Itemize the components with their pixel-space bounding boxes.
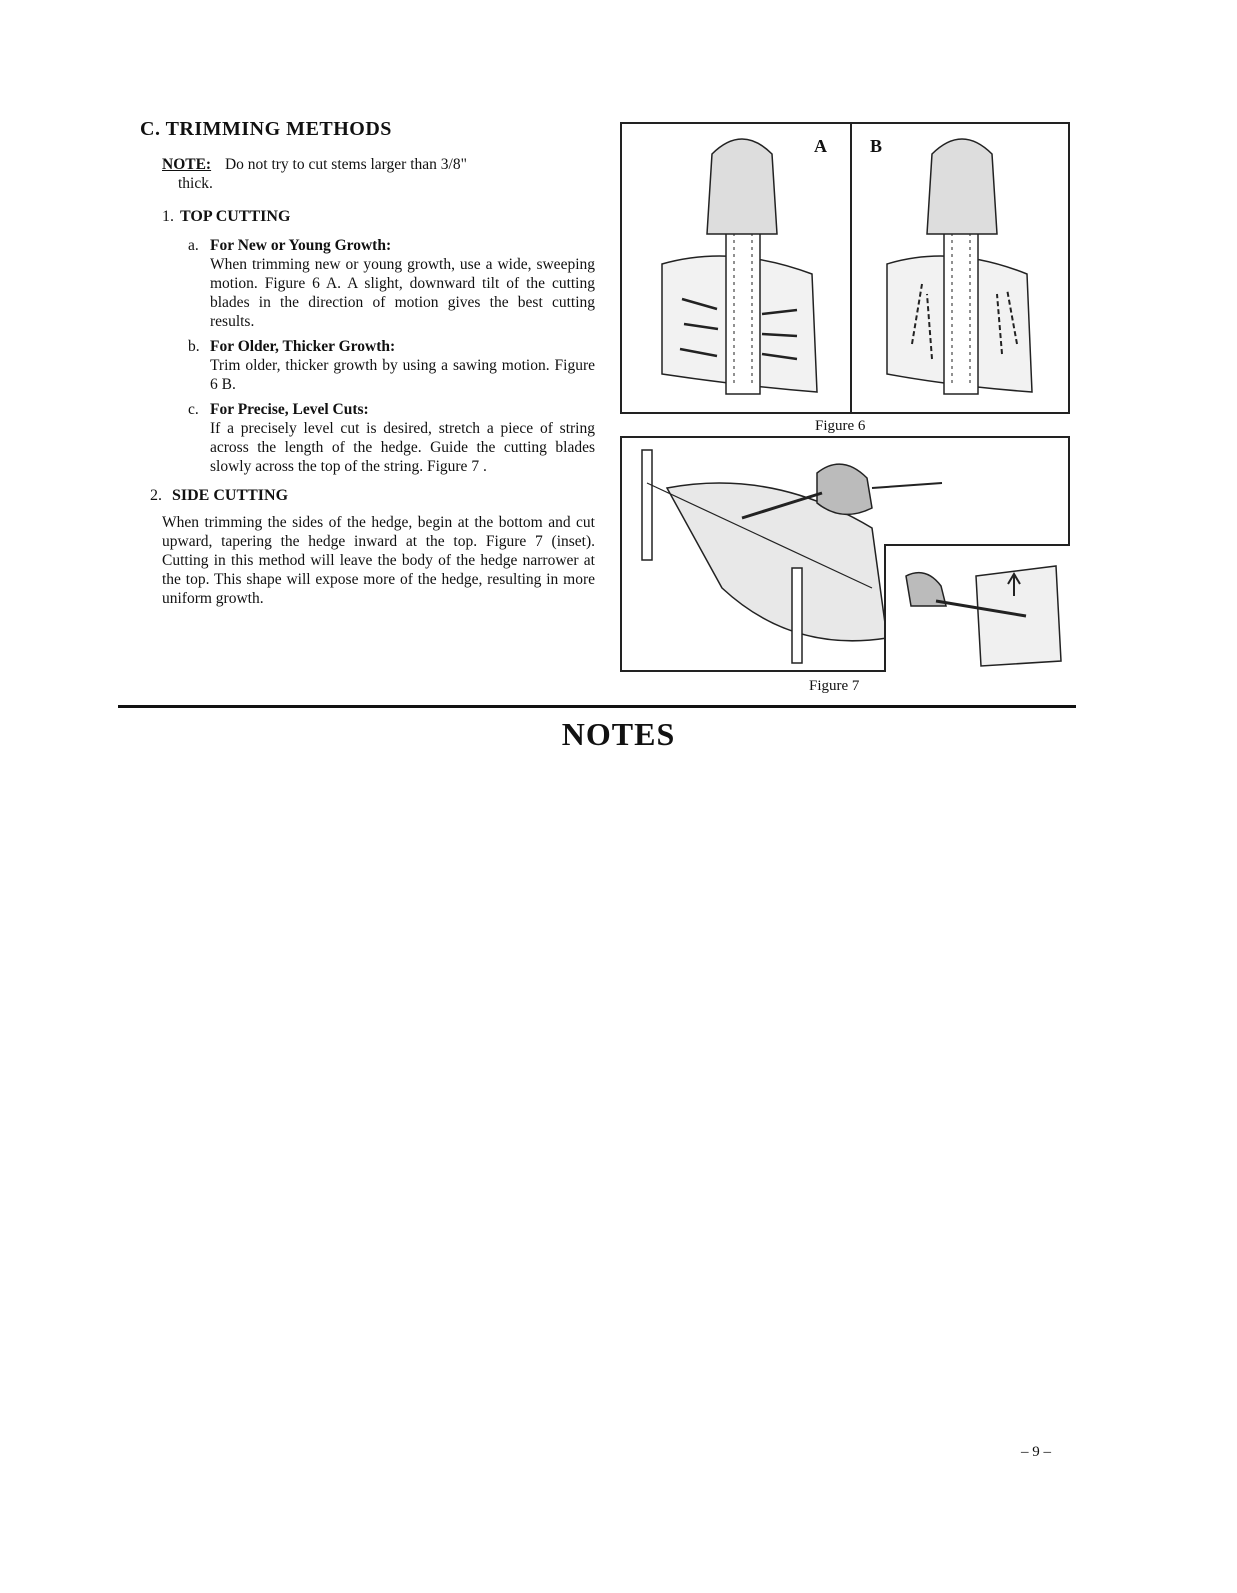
trimming-methods-section <box>140 118 595 618</box>
figure-6-label-a: A <box>814 136 827 156</box>
page-number: – 9 – <box>1021 1444 1051 1460</box>
figure-6-illustration <box>622 124 1068 412</box>
note-block <box>162 155 595 193</box>
note-text: Do not try to cut stems larger than 3/8" <box>224 156 467 173</box>
side-cutting-heading <box>150 486 595 505</box>
side-cutting-number: 2. <box>150 487 162 504</box>
horizontal-rule <box>118 705 1076 708</box>
list-item-letter: a. <box>188 237 199 254</box>
note-text-cont: thick. <box>178 175 213 192</box>
top-cutting-title: TOP CUTTING <box>180 208 291 225</box>
side-cutting-block <box>150 486 595 608</box>
side-cutting-text: When trimming the sides of the hedge, begin at the bottom and cut upward, tapering the hedge inward at the top. Figure 7 (inset). Cutting in this method will leave the body of the hedge narrower at the top. This shape will expose more of the hedge, resulting in more uniform growth. <box>162 514 595 607</box>
figure-7-inset-illustration <box>886 546 1070 672</box>
list-item-text: When trimming new or young growth, use a wide, sweeping motion. Figure 6 A. A slight, downward tilt of the cutting blades in the direction of motion gives the best cutting results. <box>210 256 595 330</box>
figure-6-divider <box>850 124 852 412</box>
note-label: NOTE: <box>162 156 212 173</box>
figure-7-inset <box>884 544 1070 672</box>
list-item <box>188 400 595 476</box>
top-cutting-heading <box>162 207 595 226</box>
figure-6-label-b: B <box>870 136 883 156</box>
list-item <box>188 337 595 394</box>
figure-7-caption: Figure 7 <box>809 678 860 694</box>
list-item-heading: For Older, Thicker Growth: <box>210 338 396 355</box>
list-item-heading: For New or Young Growth: <box>210 237 392 254</box>
figure-6 <box>620 122 1070 414</box>
list-item-letter: c. <box>188 401 199 418</box>
figure-6-caption: Figure 6 <box>815 418 866 434</box>
list-item-text: If a precisely level cut is desired, stretch a piece of string across the length of the hedge. Guide the cutting blades slowly across the top of the string. Figure 7 . <box>210 420 595 475</box>
list-item <box>188 236 595 331</box>
list-item-heading: For Precise, Level Cuts: <box>210 401 369 418</box>
list-item-text: Trim older, thicker growth by using a sawing motion. Figure 6 B. <box>210 357 595 393</box>
top-cutting-block <box>162 207 595 476</box>
notes-heading: NOTES <box>561 716 676 752</box>
section-title: C. TRIMMING METHODS <box>140 118 392 140</box>
figure-7 <box>620 436 1070 672</box>
top-cutting-number: 1. <box>162 208 174 225</box>
side-cutting-title: SIDE CUTTING <box>172 487 289 504</box>
list-item-letter: b. <box>188 338 200 355</box>
